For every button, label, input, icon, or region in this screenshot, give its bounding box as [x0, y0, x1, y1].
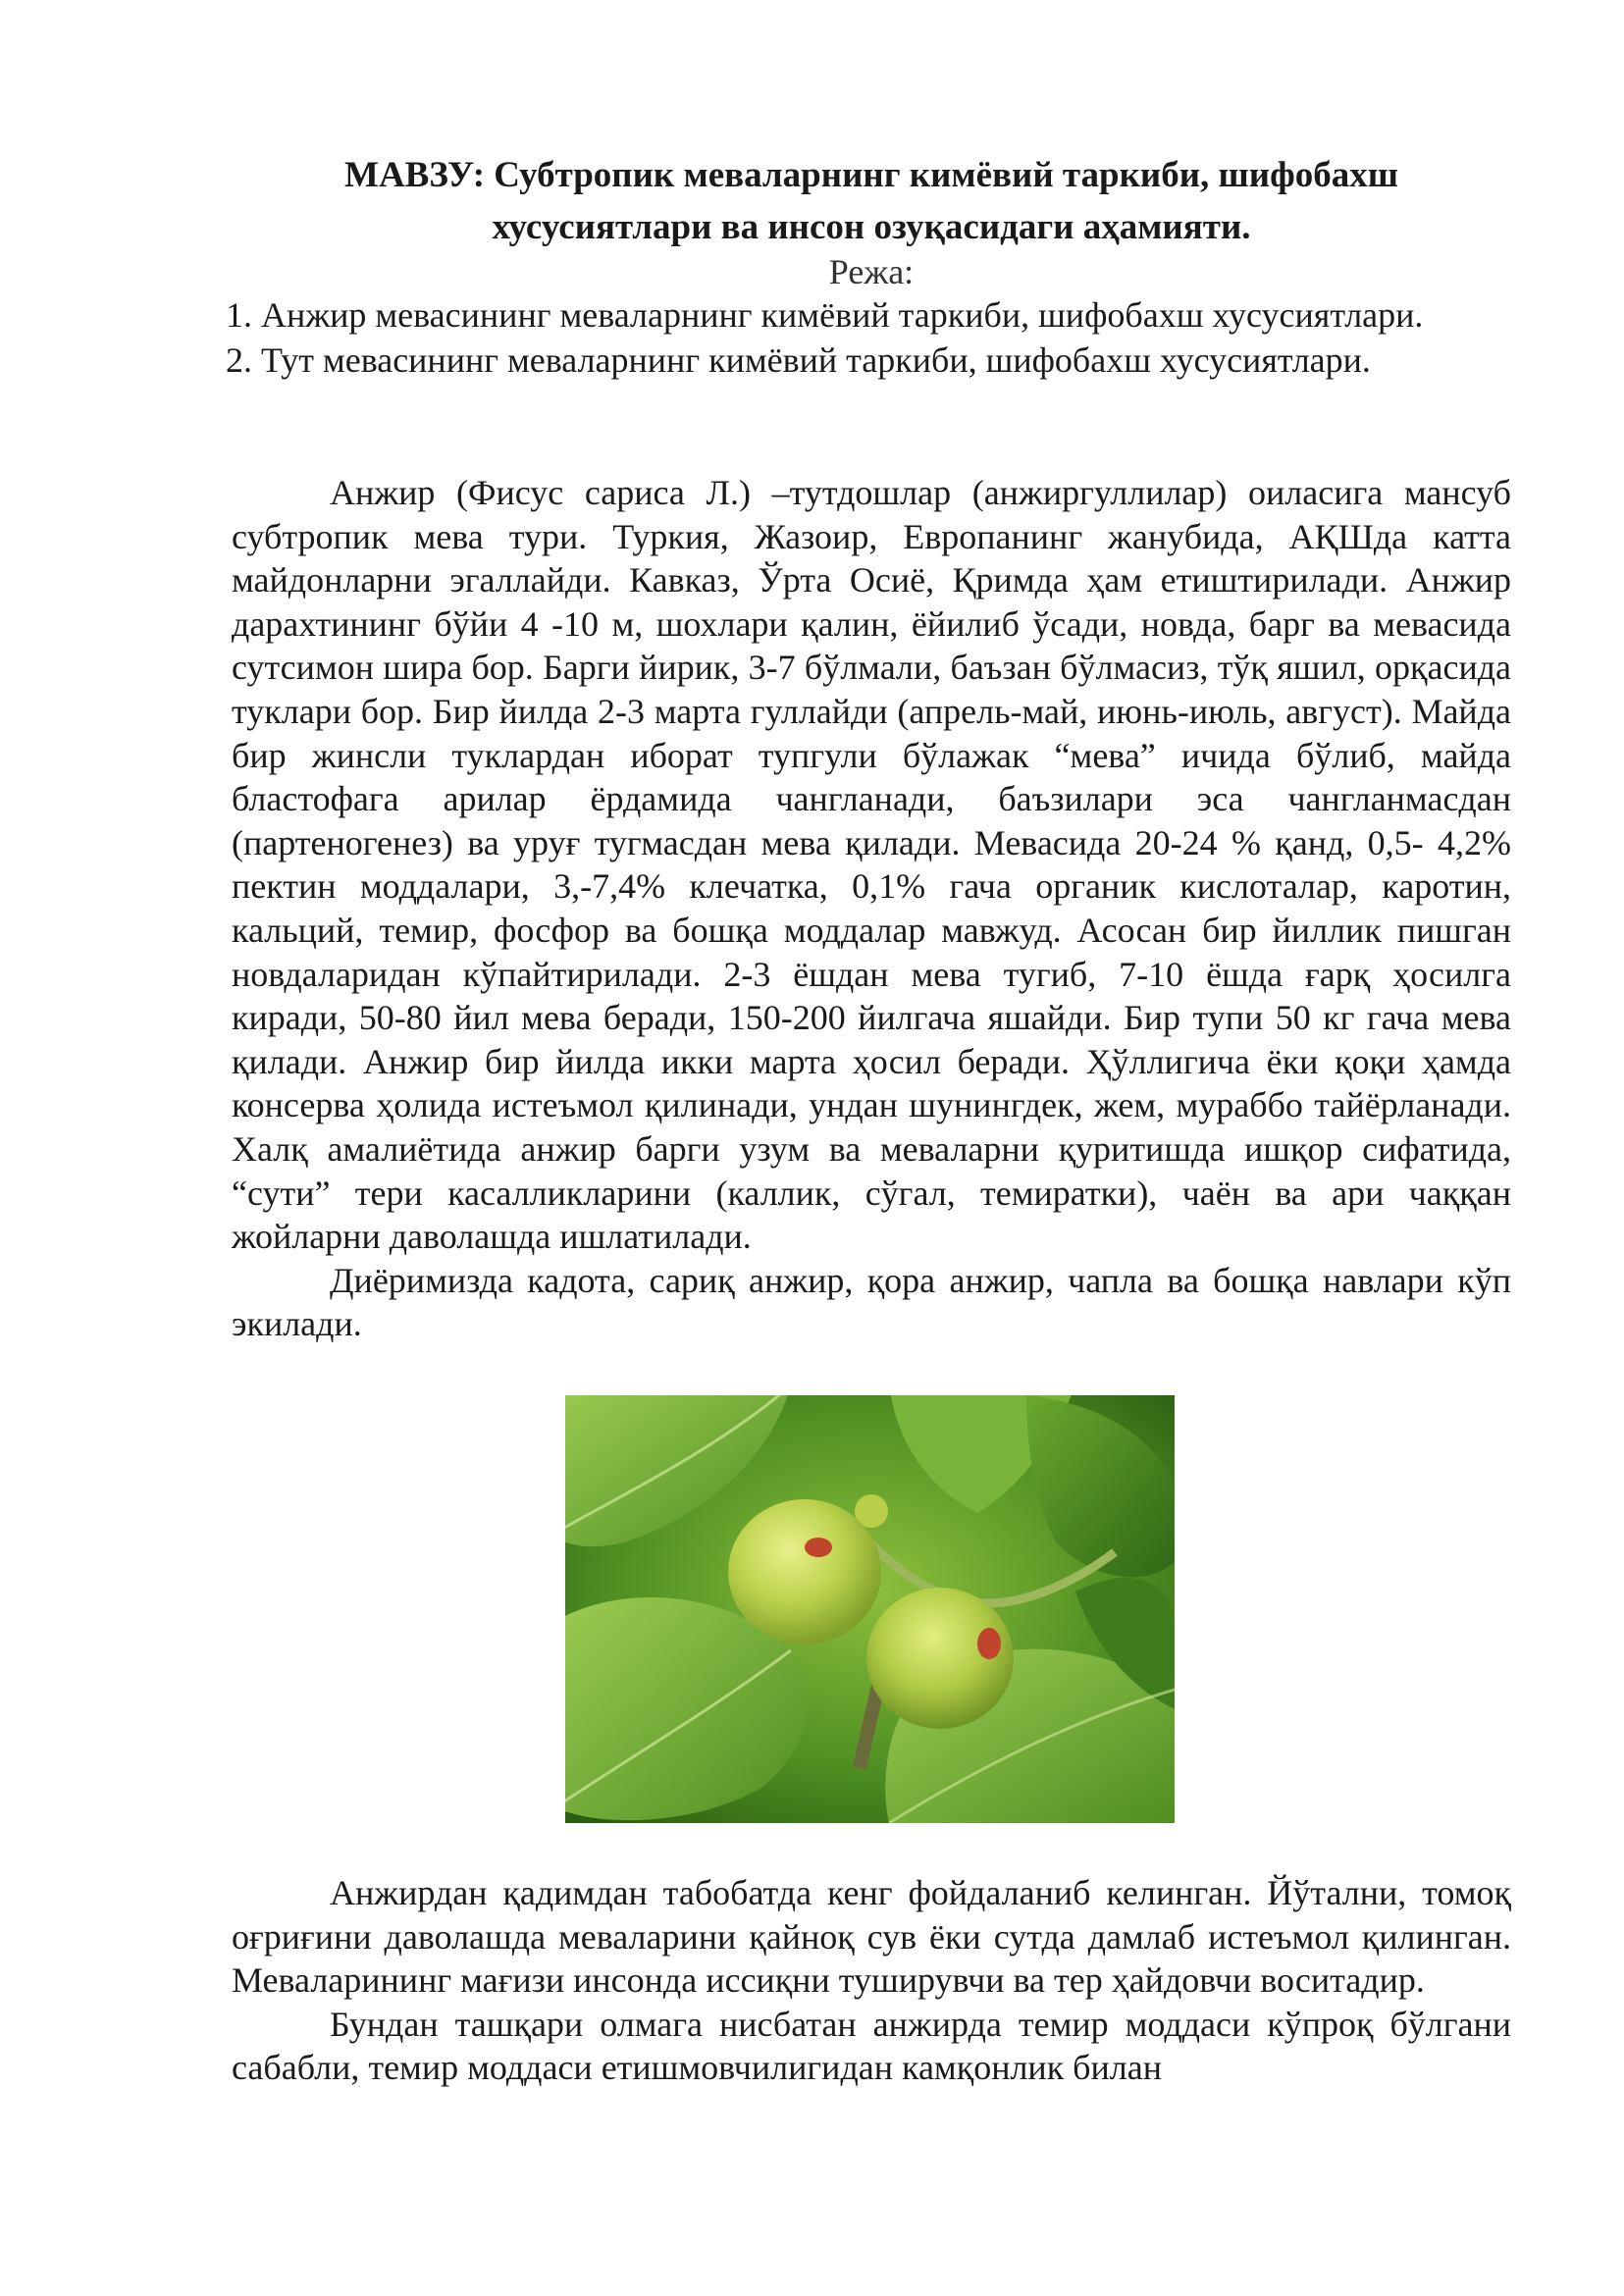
- plan-item-number: 2.: [226, 340, 252, 380]
- plan-item: [226, 338, 1511, 383]
- body-text-bottom: [232, 1871, 1511, 2090]
- plan-item-number: 1.: [226, 295, 252, 335]
- paragraph: Бундан ташқари олмага нисбатан анжирда темир моддаси кўпроқ бўлгани сабабли, темир моддаси етишмовчилигидан камқонлик билан: [232, 2004, 1511, 2088]
- plan-item-text: Анжир мевасининг меваларнинг кимёвий таркиби, шифобахш хусусиятлари.: [261, 295, 1424, 335]
- paragraph: Анжир (Фисус сариса Л.) –тутдошлар (анжиргуллилар) оиласига мансуб субтропик мева тури. Туркия, Жазоир, Европанинг жанубида, АҚШда катта майдонларни эгаллайди. Кавказ, Ўрта Осиё, Қримда ҳам етиштирилади. Анжир дарахтининг бўйи 4 -10 м, шохлари қалин, ёйилиб ўсади, новда, барг ва мевасида сутсимон шира бор. Барги йирик, 3-7 бўлмали, баъзан бўлмасиз, тўқ яшил, орқасида туклари бор. Бир йилда 2-3 марта гуллайди (апрель-май, июнь-июль, август). Майда бир жинсли туклардан иборат тупгули бўлажак “мева” ичида бўлиб, майда бластофага арилар ёрдамида чангланади, баъзилари эса чангланмасдан (партеногенез) ва уруғ тугмасдан мева қилади. Мевасида 20-24 % қанд, 0,5- 4,2% пектин моддалари, 3,-7,4% клечатка, 0,1% гача органик кислоталар, каротин, кальций, темир, фосфор ва бошқа моддалар мавжуд. Асосан бир йиллик пишган новдаларидан кўпайтирилади. 2-3 ёшдан мева тугиб, 7-10 ёшда ғарқ ҳосилга киради, 50-80 йил мева беради, 150-200 йилгача яшайди. Бир тупи 50 кг гача мева қилади. Анжир бир йилда икки марта ҳосил беради. Ҳўллигича ёки қоқи ҳамда консерва ҳолида истеъмол қилинади, ундан шунингдек, жем, мураббо тайёрланади. Халқ амалиётида анжир барги узум ва меваларни қуритишда ишқор сифатида, “сути” тери касалликларини (каллик, сўгал, темиратки), чаён ва ари чаққан жойларни даволашда ишлатилади.: [232, 473, 1511, 1257]
- plan-item-text: Тут мевасининг меваларнинг кимёвий таркиби, шифобахш хусусиятлари.: [261, 340, 1371, 380]
- fig-photo: [565, 1395, 1175, 1823]
- page-title: МАВЗУ: Субтропик меваларнинг кимёвий таркиби, шифобахш хусусиятлари ва инсон озуқасидаги аҳамияти.: [344, 155, 1398, 247]
- paragraph: Диёримизда кадота, сариқ анжир, қора анжир, чапла ва бошқа навлари кўп экилади.: [232, 1260, 1511, 1344]
- plan-heading: Режа:: [828, 252, 915, 291]
- paragraph: Анжирдан қадимдан табобатда кенг фойдаланиб келинган. Йўтални, томоқ оғриғини даволашда меваларини қайноқ сув ёки сутда дамлаб истеъмол қилинган. Меваларининг мағизи инсонда иссиқни туширувчи ва тер ҳайдовчи воситадир.: [232, 1873, 1511, 2001]
- plan-item: [226, 292, 1511, 338]
- plan-list: [226, 292, 1511, 383]
- fig-photo-illustration: [565, 1395, 1175, 1823]
- body-text-top: [232, 471, 1511, 1346]
